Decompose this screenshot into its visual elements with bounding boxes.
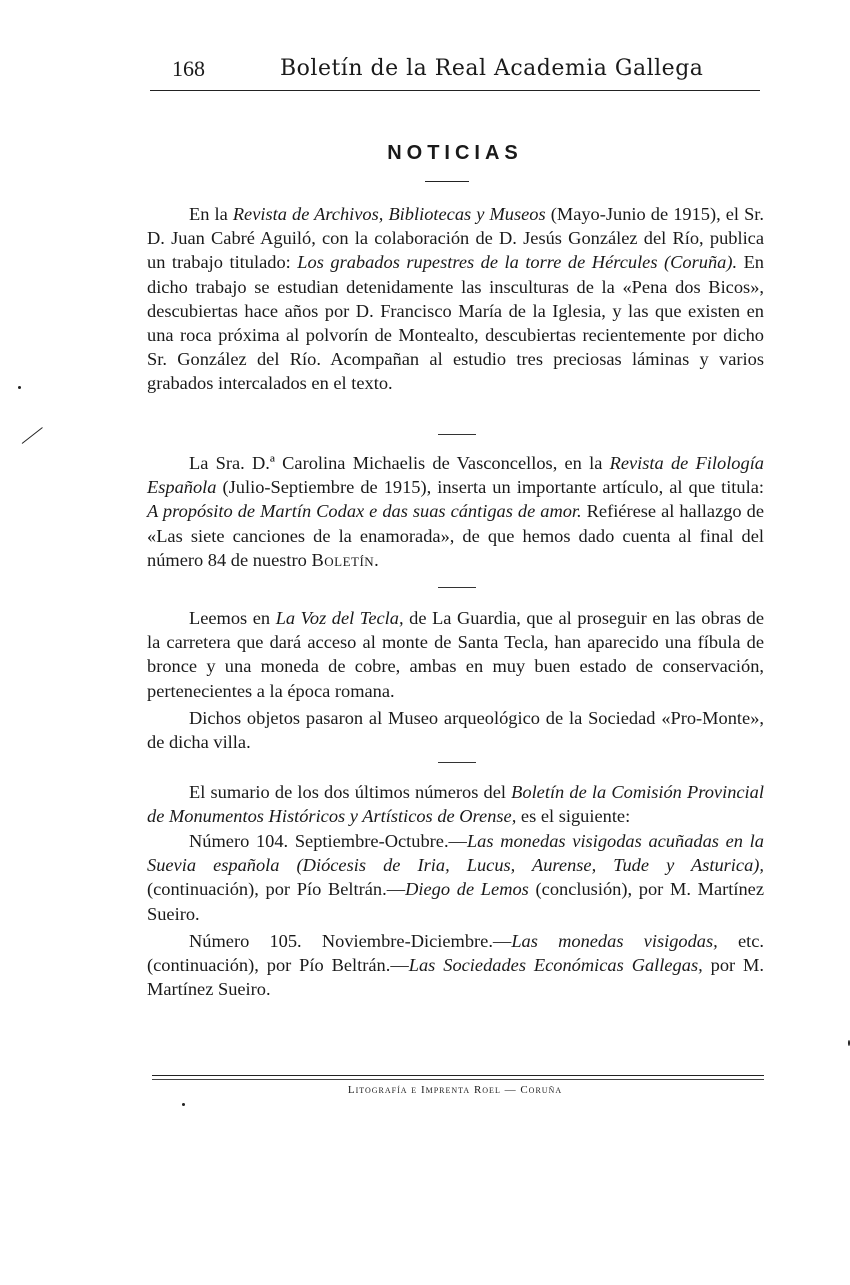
body-text: La Sra. D.ª Carolina Michaelis de Vasconcellos, en la [189,453,610,473]
body-text: (Julio-Septiembre de 1915), inserta un importante artículo, al que titula: [216,477,764,498]
smallcaps-text: Boletín. [311,549,380,570]
paragraph-numero-105 [147,929,764,1002]
body-text: (continuación), por Pío Beltrán.— [147,879,406,900]
separator-rule [438,434,476,435]
paragraph-voz-del-tecla [147,606,764,703]
italic-title: Las monedas visigodas, [511,931,718,951]
body-text: (conclusión), por M. Martínez Sueiro. [147,879,765,924]
imprint-line: Litografía e Imprenta Roel — Coruña [347,1084,563,1096]
italic-title: Diego de Lemos [405,879,529,900]
italic-title: Las monedas visigodas acuñadas en la Suevia española (Diócesis de Iria, Lucus, Aurense, Tude y Asturica), [147,831,764,876]
italic-title: Revista de Archivos, Bibliotecas y Museos [232,204,546,224]
body-text: Número 105. Noviembre-Diciembre.— [189,931,512,951]
running-title: Boletín de la Real Academia Gallega [280,56,704,81]
body-text: Refiérese al hallazgo de «Las siete canciones de la enamorada», de que hemos dado cuenta al final del número 84 de nuestro [147,501,764,570]
footer-rule-thin [152,1079,764,1080]
paragraph-carolina-michaelis [147,451,764,572]
page-number: 168 [172,56,205,81]
scan-speck [18,386,21,389]
scan-speck [182,1103,185,1106]
body-text: etc. (continuación), por Pío Beltrán.— [147,931,764,976]
paragraph-revista-archivos [147,202,764,396]
separator-rule [438,762,476,763]
italic-title: Los grabados rupestres de la torre de Hércules (Coruña). [297,252,738,273]
scan-stroke [22,427,43,444]
body-text: por M. Martínez Sueiro. [147,955,764,1000]
paragraph-sumario-boletin [147,780,764,828]
italic-title: A propósito de Martín Codax e das suas cántigas de amor. [147,501,582,522]
body-text: de La Guardia, que al proseguir en las obras de la carretera que dará acceso al monte de Santa Tecla, han aparecido una fíbula de bronce y una moneda de cobre, ambas en muy buen estado de conservación, pertenecientes a la época romana. [147,608,765,701]
title-rule [425,181,469,182]
body-text: Número 104. Septiembre-Octubre.— [189,831,467,851]
paragraph-pro-monte [147,706,764,754]
body-text: Leemos en [189,608,276,628]
italic-title: Revista de Filología Española [147,453,765,498]
body-text: Dichos objetos pasaron al Museo arqueológico de la Sociedad «Pro-Monte», de dicha villa. [147,708,764,753]
separator-rule [438,587,476,588]
body-text: En la [189,204,233,224]
italic-title: Boletín de la Comisión Provincial de Monumentos Históricos y Artísticos de Orense, [147,782,764,827]
body-text: En dicho trabajo se estudian detenidamente las insculturas de la «Pena dos Bicos», descubiertas hace años por D. Francisco María de la Iglesia, y las que existen en una roca próxima al polvorín de Montealto, descubiertas recientemente por dicho Sr. González del Río. Acompañan al estudio tres preciosas láminas y varios grabados intercalados en el texto. [147,252,764,394]
section-title: NOTICIAS [387,142,523,164]
body-text: El sumario de los dos últimos números del [189,782,512,802]
running-header [150,56,760,91]
body-text: (Mayo-Junio de 1915), el Sr. D. Juan Cabré Aguiló, con la colaboración de D. Jesús González del Río, publica un trabajo titulado: [147,204,765,273]
body-text: es el siguiente: [516,806,631,827]
italic-title: La Voz del Tecla, [275,608,404,628]
footer-rule [152,1075,764,1076]
italic-title: Las Sociedades Económicas Gallegas, [408,955,703,976]
paragraph-numero-104 [147,829,764,926]
